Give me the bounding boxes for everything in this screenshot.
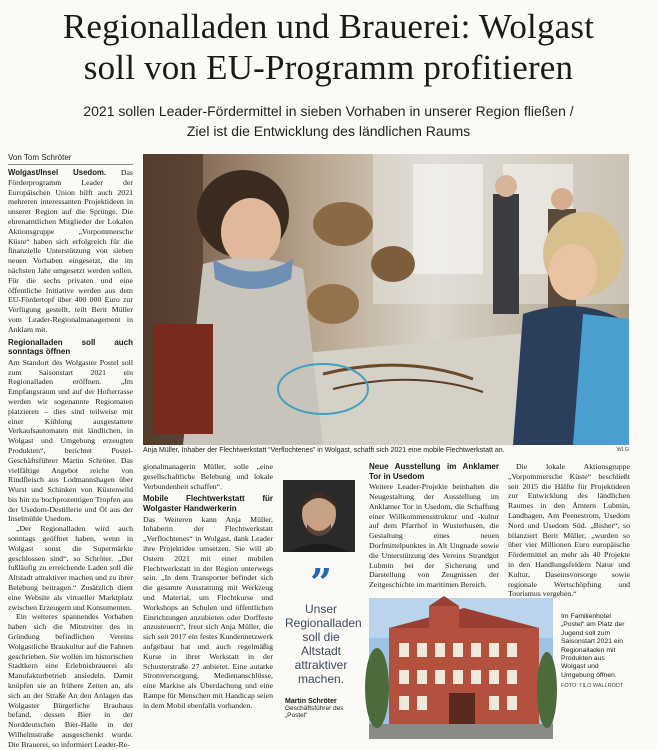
- article-column-4: [508, 462, 630, 599]
- hotel-photo-image: [369, 598, 553, 739]
- workshop-photo: [143, 154, 629, 445]
- subheadline-line-1: 2021 sollen Leader-Fördermittel in sieben Vorhaben in unserer Region fließen /: [83, 103, 574, 119]
- portrait-image: [283, 480, 355, 552]
- workshop-photo-image: [143, 154, 629, 445]
- photo-credit: WLG: [616, 447, 629, 453]
- quote-author-role: Geschäftsführer des „Postel“: [285, 705, 344, 719]
- hotel-photo-caption: [561, 613, 631, 691]
- byline-rule: [8, 164, 133, 165]
- section-heading: Regionalladen soll auch sonntags öffnen: [8, 337, 133, 357]
- headline-line-2: soll von EU-Programm profitieren: [83, 48, 574, 87]
- headline-line-1: Regionalladen und Brauerei: Wolgast: [62, 7, 595, 46]
- quote-author: Martin Schröter: [285, 698, 337, 705]
- paragraph: Das Weiteren kann Anja Müller, Inhaberin der Flechtwerkstatt „Verflochtenes“ in Wolgast, dank Leader ihre Projektidee umsetzen. Sie will ab Ostern 2021 mit einer mobilen Flechtwerkstatt in der Region unterwegs sein. „In dem Transporter befindet sich die gesamte Ausstattung mit Werkzeug und Material, um Flechtkurse und Workshops an Schulen und öffentlichen Einrichtungen anzubieten oder Dorffeste anzusteuern“, freut sich Anja Müller, die sich seit 2017 ein festes Kundennetzwerk aufgebaut hat und auch regelmäßig Kurse in ihrer Werkstatt in der Schusterstraße 27 anbietet. Eine autarke Stromversorgung, Medienanschlüsse, eine Markise als Überdachung und eine Rampe für Menschen mit Handicap seien in dem Mobil ebenfalls vorhanden.: [143, 514, 273, 710]
- caption-text: Im Familienhotel „Postel“ am Platz der Jugend soll zum Saisonstart 2021 ein Regionalladen mit Produkten aus Wolgast und Umgebung öffnen.: [561, 613, 625, 679]
- paragraph: „Der Regionalladen wird auch sonntags geöffnet haben, wenn in Wolgast sonst die Supermärkte geschlossen sind“, so Schröter. „Der fußläufig zu erreichende Laden soll die Altstadt attraktiver machen und zu ihrer Belebung beitragen.“ Zusätzlich dient eine Website als virtueller Marktplatz zwischen Erzeugern und Konsumenten.: [8, 524, 133, 612]
- article-column-1: [8, 168, 133, 749]
- paragraph: Weitere Leader-Projekte beinhalten die Neugestaltung der Ausstellung im Anklamer Tor in Usedom, die Schaffung einer Willkommensstruktur und -kultur auf dem Pfarrhof in Wusterhusen, die Gestaltung eines neuen Dorfmittelpunktes in Alt Ungnade sowie die Unterstützung des Vereins Strandgut Lubmin bei der Sicherung und Darstellung von Zeugnissen der Zeitgeschichte im maritimen Bereich.: [369, 482, 499, 590]
- article-column-2: [143, 462, 273, 744]
- section-heading: Neue Ausstellung im Anklamer Tor in Usedom: [369, 462, 499, 481]
- dateline: Wolgast/Insel Usedom.: [8, 168, 107, 177]
- quote-mark-icon: ”: [310, 560, 332, 605]
- paragraph: Am Standort des Wolgaster Postel soll zum Saisonstart 2021 ein Regionalladen eröffnen. „Im Empfangsraum und auf der Hofterrasse werden wir sogenannte Regiomaten platzieren – dies sind teilweise mit einer Kühlung ausgestattete Verkaufsautomaten mit ländlichen, in Wolgast und Umgebung erzeugten Produkten“, berichtet Postel-Geschäftsführer Martin Schröter. Das vielfältige Angebot reiche von Rindfleisch aus Lodmannshagen über Wurst und Schinken von Küstenwild bis hin zu hochprozentigen Tropfen aus der Usedom-Destillerie und Öl aus der Inselmühle Usedom.: [8, 357, 133, 524]
- hotel-photo: [369, 598, 553, 739]
- paragraph: Ein weiteres spannendes Vorhaben haben sich die Mitstreiter des in Gründung befindlichen Vereins Wolgastliche Braukultur auf die Fahnen geschrieben. Sie wollen im historischen Stadtkern eine Erlebnisbrauerei als Manufakturbetrieb ansiedeln. Damit knüpfen sie an frühere Zeiten an, als sich an der Straße An den Anlagen das Wolgaster Bürgerliche Brauhaus befand, dessen Bier in der Norddeutschen Bier-Halle in der Wilhelmstraße ausgeschenkt wurde. Die Brauerei, so informiert Leader-Re-: [8, 612, 133, 749]
- photo-credit: FOTO: TILO WALLRODT: [561, 683, 624, 690]
- paragraph-text: Das Förderprogramm Leader der Europäischen Union hilft auch 2021 mehreren interessanten Projektideen in unserer Region auf die Sprünge. Die ehrenamtlichen Mitglieder der Lokalen Aktionsgruppe „Vorpommersche Küste“ haben sich erfolgreich für die finanzielle Unterstützung von sieben neuen Vorhaben eingesetzt, die im nächsten Jahr umgesetzt werden sollen. Für die sechs privaten und eine öffentliche Initiative werden aus dem EU-Fördertopf über 400 000 Euro zur Verfügung gestellt, teilt Berit Müller vom Leader-Regionalmanagement in Anklam mit.: [8, 168, 133, 334]
- section-heading: Mobile Flechtwerkstatt für Wolgaster Handwerkerin: [143, 494, 273, 513]
- headline: [0, 6, 657, 88]
- portrait-photo: [283, 480, 355, 552]
- paragraph: Die lokale Aktionsgruppe „Vorpommersche Küste“ beschließt seit 2015 die Hälfte für Projektideen zur Entwicklung des ländlichen Raumes in den Ämtern Lubmin, Landhagen, Am Peenestrom, Usedom Nord und Usedom Süd. „Bisher“, so bilanziert Berit Müller, „wurden so über vier Millionen Euro europäische Fördermittel an mehr als 40 Projekte in den Handlungsfeldern Natur und Kultur, Daseinsvorsorge sowie regionale Wertschöpfung und Tourismus vergeben.“: [508, 462, 630, 599]
- paragraph: gionalmanagerin Müller, solle „eine gesellschaftliche Belebung und lokale Verbundenheit schaffen“.: [143, 462, 273, 491]
- subheadline: [20, 101, 637, 141]
- subheadline-line-2: Ziel ist die Entwicklung des ländlichen Raums: [186, 123, 471, 139]
- byline: Von Tom Schröter: [8, 153, 72, 162]
- paragraph: [8, 168, 133, 335]
- quote-text: Unser Regionalladen soll die Altstadt attraktiver machen.: [285, 602, 362, 686]
- article-column-3: [369, 462, 499, 594]
- pull-quote: [285, 560, 362, 719]
- photo-caption: Anja Müller, Inhaber der Flechtwerkstatt “Verflochtenes” in Wolgast, schafft sich 2021 eine mobile Flechtwerkstatt an.: [143, 447, 505, 454]
